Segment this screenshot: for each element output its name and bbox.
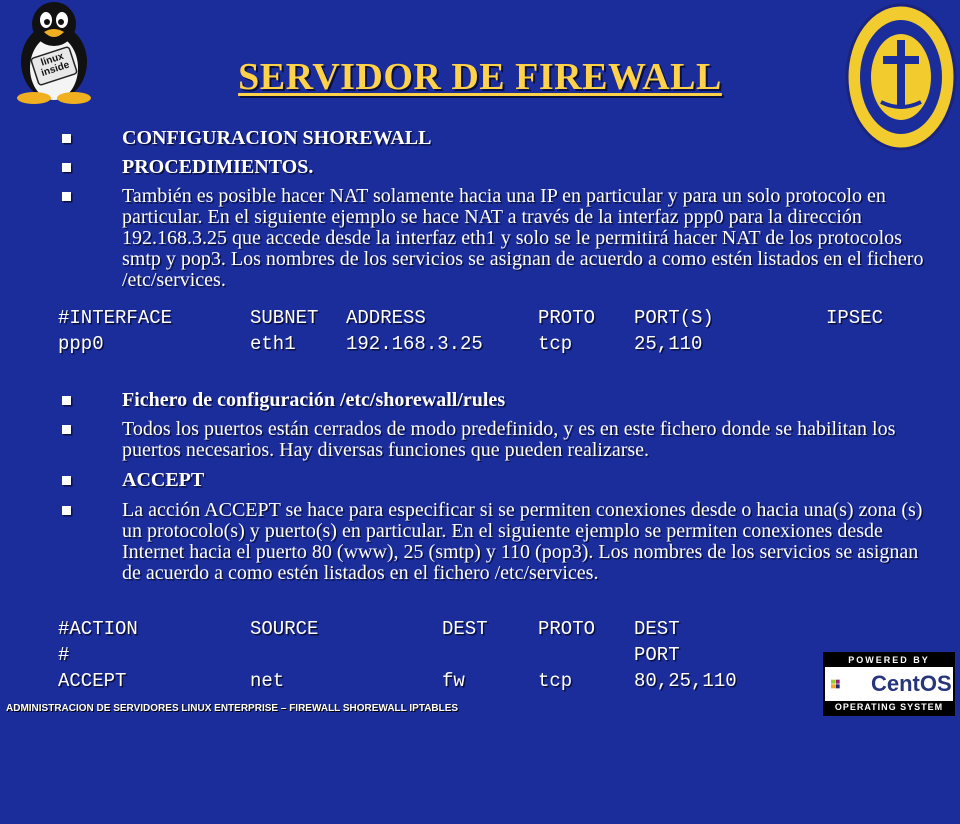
- centos-name: CentOS: [871, 671, 952, 696]
- nat-cell: tcp: [538, 333, 573, 355]
- nat-cell: eth1: [250, 333, 296, 355]
- item-text: CONFIGURACION SHOREWALL: [122, 127, 432, 149]
- list-item: [58, 500, 928, 584]
- nat-cell: ppp0: [58, 333, 104, 355]
- bullet-icon: [62, 476, 71, 485]
- list-item: [58, 390, 928, 411]
- centos-top-text: POWERED BY: [825, 654, 953, 667]
- list-item: [58, 186, 928, 291]
- rules-cell: ACCEPT: [58, 670, 127, 692]
- rules-cell: DEST: [442, 618, 488, 640]
- rules-cell: #: [58, 644, 70, 666]
- rules-cell: #ACTION: [58, 618, 138, 640]
- rules-table-row: [58, 670, 737, 696]
- nat-table: [58, 307, 884, 359]
- rules-table: [58, 618, 737, 696]
- rules-cell: PORT: [634, 644, 680, 666]
- nat-table-row: [58, 333, 703, 359]
- bullet-icon: [62, 163, 71, 172]
- nat-cell: PORT(S): [634, 307, 714, 329]
- item-text: Todos los puertos están cerrados de modo predefinido, y es en este fichero donde se habilitan los puertos necesarios. Hay diversas funciones que pueden realizarse.: [122, 418, 896, 461]
- list-item: [58, 157, 928, 178]
- item-text: PROCEDIMIENTOS.: [122, 156, 314, 178]
- rules-table-row: [58, 644, 680, 670]
- rules-cell: tcp: [538, 670, 573, 692]
- item-text: Fichero de configuración /etc/shorewall/rules: [122, 389, 506, 411]
- bullet-icon: [62, 506, 71, 515]
- rules-table-row: [58, 618, 680, 644]
- bullet-list-1: [58, 128, 928, 291]
- linux-inside-text: linux inside: [39, 50, 71, 79]
- rules-cell: PROTO: [538, 618, 596, 640]
- bullet-icon: [62, 396, 71, 405]
- centos-bottom-text: OPERATING SYSTEM: [825, 701, 953, 714]
- list-item: [58, 419, 928, 461]
- item-text: ACCEPT: [122, 469, 205, 491]
- nat-cell: SUBNET: [250, 307, 319, 329]
- rules-cell: DEST: [634, 618, 680, 640]
- centos-badge: [823, 652, 955, 716]
- nat-cell: PROTO: [538, 307, 596, 329]
- footer-text: ADMINISTRACION DE SERVIDORES LINUX ENTERPRISE – FIREWALL SHOREWALL IPTABLES: [6, 703, 459, 714]
- list-item: [58, 470, 928, 491]
- bullet-icon: [62, 134, 71, 143]
- nat-cell: ADDRESS: [346, 307, 426, 329]
- rules-cell: SOURCE: [250, 618, 319, 640]
- rules-cell: fw: [442, 670, 465, 692]
- nat-cell: #INTERFACE: [58, 307, 173, 329]
- rules-cell: net: [250, 670, 285, 692]
- item-text: La acción ACCEPT se hace para especificar si se permiten conexiones desde o hacia una(s) zona (s) un protocolo(s) y puerto(s) en particular. En el siguiente ejemplo se permiten conexiones desde Internet hacia el puerto 80 (www), 25 (smtp) y 110 (pop3). Los nombres de los servicios se asignan de acuerdo a como estén listados en el fichero /etc/services.: [122, 499, 923, 584]
- nat-table-row: [58, 307, 884, 333]
- item-text: También es posible hacer NAT solamente hacia una IP en particular y para un solo protocolo en particular. En el siguiente ejemplo se hace NAT a través de la interfaz ppp0 para la dirección 192.168.3.25 que accede desde la interfaz eth1 y solo se le permitirá hacer NAT de los protocolos smtp y pop3. Los nombres de los servicios se asignan de acuerdo a como estén listados en el fichero /etc/services.: [122, 185, 924, 291]
- list-item: [58, 128, 928, 149]
- page-title: SERVIDOR DE FIREWALL: [238, 56, 722, 98]
- nat-cell: IPSEC: [826, 307, 884, 329]
- bullet-icon: [62, 425, 71, 434]
- nat-cell: 25,110: [634, 333, 703, 355]
- bullet-icon: [62, 192, 71, 201]
- centos-logo-icon: [829, 669, 869, 699]
- rules-cell: 80,25,110: [634, 670, 737, 692]
- bullet-list-2: [58, 390, 928, 584]
- nat-cell: 192.168.3.25: [346, 333, 483, 355]
